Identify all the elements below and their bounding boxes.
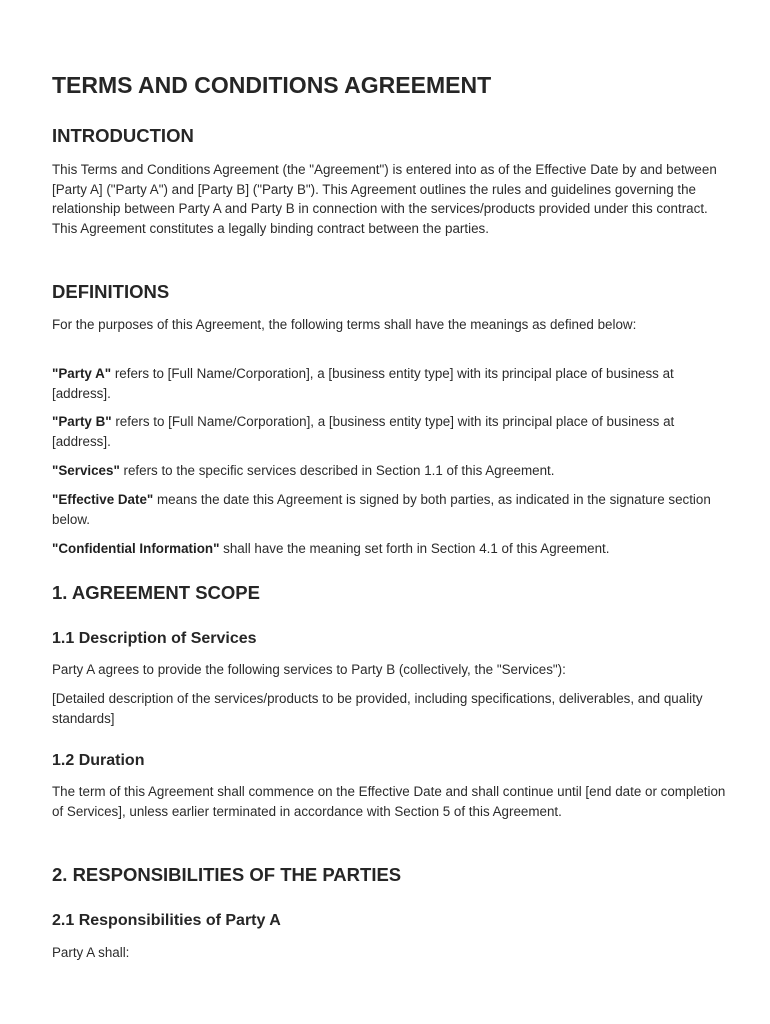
section-2-1-heading: 2.1 Responsibilities of Party A: [52, 912, 281, 929]
definition-term: "Confidential Information": [52, 541, 220, 556]
section-1-1-paragraph-1: Party A agrees to provide the following services to Party B (collectively, the "Services"):: [52, 662, 566, 677]
introduction-heading: INTRODUCTION: [52, 125, 194, 146]
section-1-heading: 1. AGREEMENT SCOPE: [52, 582, 260, 603]
definition-confidential-information: [52, 539, 732, 559]
definition-term: "Services": [52, 463, 120, 478]
definition-party-b: [52, 412, 732, 451]
definition-text: refers to [Full Name/Corporation], a [business entity type] with its principal place of business at [address].: [52, 414, 675, 449]
definition-text: shall have the meaning set forth in Section 4.1 of this Agreement.: [219, 541, 610, 556]
section-1-2-heading: 1.2 Duration: [52, 752, 145, 769]
definition-party-a: [52, 364, 732, 403]
section-1-2-paragraph: The term of this Agreement shall commence on the Effective Date and shall continue until [end date or completion of Services], unless earlier terminated in accordance with Section 5 of this Agreement.: [52, 784, 726, 819]
section-2-heading: 2. RESPONSIBILITIES OF THE PARTIES: [52, 864, 402, 885]
definition-term: "Party A": [52, 366, 112, 381]
section-1-1-heading: 1.1 Description of Services: [52, 630, 257, 647]
definition-text: means the date this Agreement is signed by both parties, as indicated in the signature section below.: [52, 492, 711, 527]
document-title: TERMS AND CONDITIONS AGREEMENT: [52, 72, 492, 98]
definition-effective-date: [52, 490, 732, 529]
definition-term: "Party B": [52, 414, 112, 429]
definitions-intro: For the purposes of this Agreement, the following terms shall have the meanings as defined below:: [52, 317, 637, 332]
section-2-1-paragraph: Party A shall:: [52, 945, 130, 960]
definition-text: refers to the specific services described in Section 1.1 of this Agreement.: [119, 463, 555, 478]
definitions-heading: DEFINITIONS: [52, 281, 170, 302]
definition-term: "Effective Date": [52, 492, 154, 507]
section-1-1-paragraph-2: [Detailed description of the services/products to be provided, including specifications, deliverables, and quality standards]: [52, 691, 703, 726]
definition-services: [52, 461, 732, 481]
introduction-paragraph: This Terms and Conditions Agreement (the "Agreement") is entered into as of the Effective Date by and between [Party A] ("Party A") and [Party B] ("Party B"). This Agreement outlines the rules and guidelines governing the relationship between Party A and Party B in connection with the services/products provided under this contract. This Agreement constitutes a legally binding contract between the parties.: [52, 162, 717, 236]
definition-text: refers to [Full Name/Corporation], a [business entity type] with its principal place of business at [address].: [52, 366, 674, 401]
